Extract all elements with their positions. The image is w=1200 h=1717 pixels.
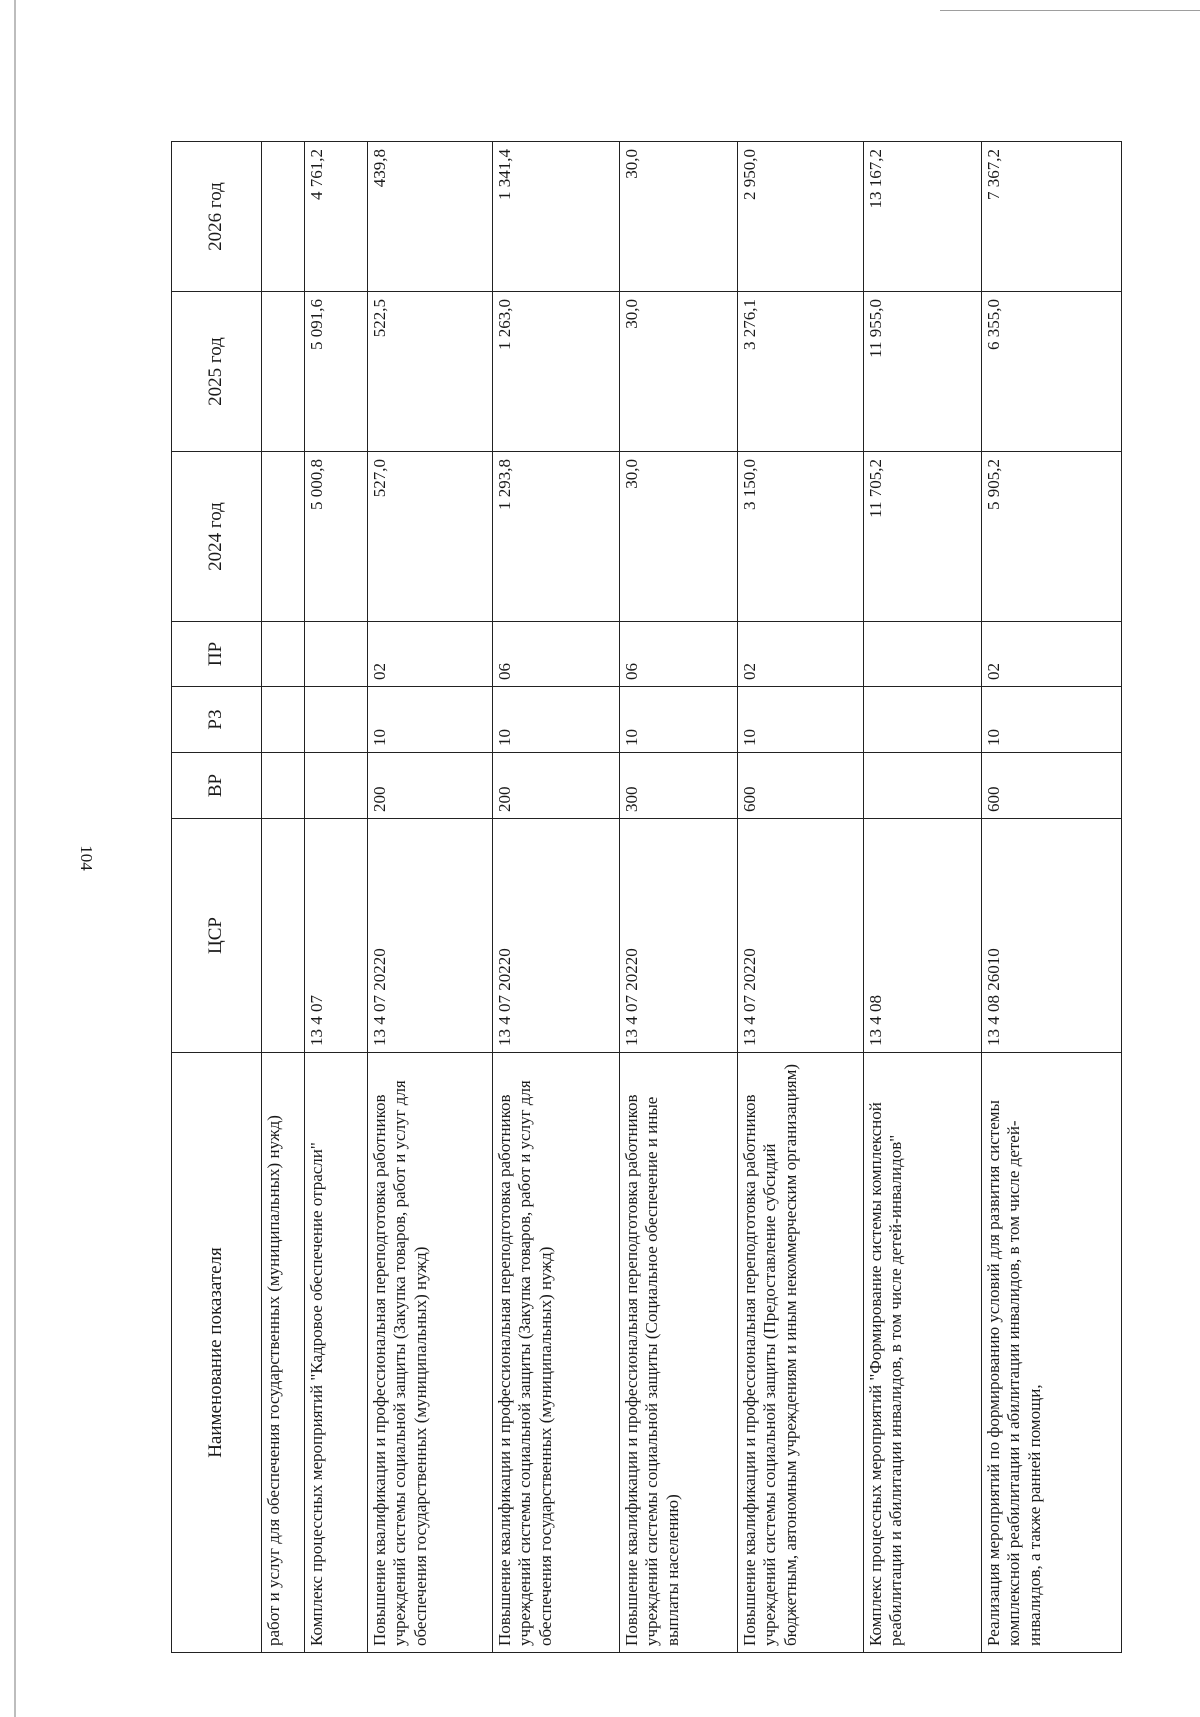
- table-row: [738, 142, 864, 1653]
- cell-vr: 600: [738, 753, 864, 819]
- cell-pr: [864, 622, 982, 687]
- cell-2025: 1 263,0: [493, 292, 620, 452]
- cell-2024: 30,0: [620, 452, 738, 622]
- cell-2025: 5 091,6: [305, 292, 368, 452]
- cell-2025: 522,5: [368, 292, 493, 452]
- cell-rz: 10: [982, 687, 1122, 753]
- cell-csr: 13 4 07 20220: [738, 819, 864, 1053]
- cell-name: работ и услуг для обеспечения государственных (муниципальных) нужд): [262, 1053, 305, 1653]
- cell-rz: 10: [368, 687, 493, 753]
- cell-pr: 02: [368, 622, 493, 687]
- cell-name: Повышение квалификации и профессиональная переподготовка работников учреждений системы социальной защиты (Предоставление субсидий бюджетным, автономным учреждениям и иным некоммерческим организациям): [738, 1053, 864, 1653]
- header-2025: 2025 год: [172, 292, 262, 452]
- cell-rz: [262, 687, 305, 753]
- cell-vr: [864, 753, 982, 819]
- header-name: Наименование показателя: [172, 1053, 262, 1653]
- table-header-row: [172, 142, 262, 1653]
- cell-vr: 200: [368, 753, 493, 819]
- cell-rz: [305, 687, 368, 753]
- cell-rz: 10: [493, 687, 620, 753]
- cell-csr: 13 4 08: [864, 819, 982, 1053]
- cell-2024: 5 905,2: [982, 452, 1122, 622]
- cell-2025: [262, 292, 305, 452]
- cell-pr: [262, 622, 305, 687]
- cell-name: Повышение квалификации и профессиональная переподготовка работников учреждений системы социальной защиты (Закупка товаров, работ и услуг для обеспечения государственных (муниципальных) нужд): [493, 1053, 620, 1653]
- cell-pr: 06: [493, 622, 620, 687]
- cell-vr: 200: [493, 753, 620, 819]
- cell-2025: 3 276,1: [738, 292, 864, 452]
- cell-2024: 11 705,2: [864, 452, 982, 622]
- header-2026: 2026 год: [172, 142, 262, 292]
- cell-rz: 10: [620, 687, 738, 753]
- cell-2025: 30,0: [620, 292, 738, 452]
- cell-rz: [864, 687, 982, 753]
- cell-2026: 7 367,2: [982, 142, 1122, 292]
- scan-margin-mark: [14, 0, 16, 1717]
- cell-pr: 02: [738, 622, 864, 687]
- cell-csr: 13 4 07 20220: [368, 819, 493, 1053]
- cell-name: Комплекс процессных мероприятий "Формирование системы комплексной реабилитации и абилитации инвалидов, в том числе детей-инвалидов": [864, 1053, 982, 1653]
- table-row: [493, 142, 620, 1653]
- budget-table-container: [171, 142, 1121, 1653]
- cell-name: Комплекс процессных мероприятий "Кадровое обеспечение отрасли": [305, 1053, 368, 1653]
- cell-csr: 13 4 07 20220: [620, 819, 738, 1053]
- table-row: [262, 142, 305, 1653]
- table-row: [305, 142, 368, 1653]
- cell-2025: 11 955,0: [864, 292, 982, 452]
- table-row: [864, 142, 982, 1653]
- cell-2026: 4 761,2: [305, 142, 368, 292]
- cell-csr: 13 4 08 26010: [982, 819, 1122, 1053]
- header-2024: 2024 год: [172, 452, 262, 622]
- table-row: [620, 142, 738, 1653]
- cell-name: Повышение квалификации и профессиональная переподготовка работников учреждений системы социальной защиты (Социальное обеспечение и иные выплаты населению): [620, 1053, 738, 1653]
- cell-vr: [262, 753, 305, 819]
- cell-rz: 10: [738, 687, 864, 753]
- cell-vr: 300: [620, 753, 738, 819]
- cell-2024: [262, 452, 305, 622]
- cell-2025: 6 355,0: [982, 292, 1122, 452]
- header-vr: ВР: [172, 753, 262, 819]
- cell-2026: 2 950,0: [738, 142, 864, 292]
- cell-vr: [305, 753, 368, 819]
- table-row: [368, 142, 493, 1653]
- budget-table: [171, 141, 1122, 1653]
- page-number: 104: [77, 845, 96, 871]
- cell-2026: 1 341,4: [493, 142, 620, 292]
- header-pr: ПР: [172, 622, 262, 687]
- cell-2024: 527,0: [368, 452, 493, 622]
- cell-csr: [262, 819, 305, 1053]
- page-edge-line: [940, 10, 1200, 11]
- cell-csr: 13 4 07: [305, 819, 368, 1053]
- cell-pr: 02: [982, 622, 1122, 687]
- cell-pr: 06: [620, 622, 738, 687]
- cell-name: Повышение квалификации и профессиональная переподготовка работников учреждений системы социальной защиты (Закупка товаров, работ и услуг для обеспечения государственных (муниципальных) нужд): [368, 1053, 493, 1653]
- cell-pr: [305, 622, 368, 687]
- cell-2024: 5 000,8: [305, 452, 368, 622]
- cell-2026: 439,8: [368, 142, 493, 292]
- cell-2026: 13 167,2: [864, 142, 982, 292]
- cell-2024: 1 293,8: [493, 452, 620, 622]
- header-csr: ЦСР: [172, 819, 262, 1053]
- cell-vr: 600: [982, 753, 1122, 819]
- cell-2026: 30,0: [620, 142, 738, 292]
- cell-2024: 3 150,0: [738, 452, 864, 622]
- header-rz: РЗ: [172, 687, 262, 753]
- cell-csr: 13 4 07 20220: [493, 819, 620, 1053]
- cell-name: Реализация мероприятий по формированию условий для развития системы комплексной реабилитации и абилитации инвалидов, в том числе детей-инвалидов, а также ранней помощи,: [982, 1053, 1122, 1653]
- cell-2026: [262, 142, 305, 292]
- table-row: [982, 142, 1122, 1653]
